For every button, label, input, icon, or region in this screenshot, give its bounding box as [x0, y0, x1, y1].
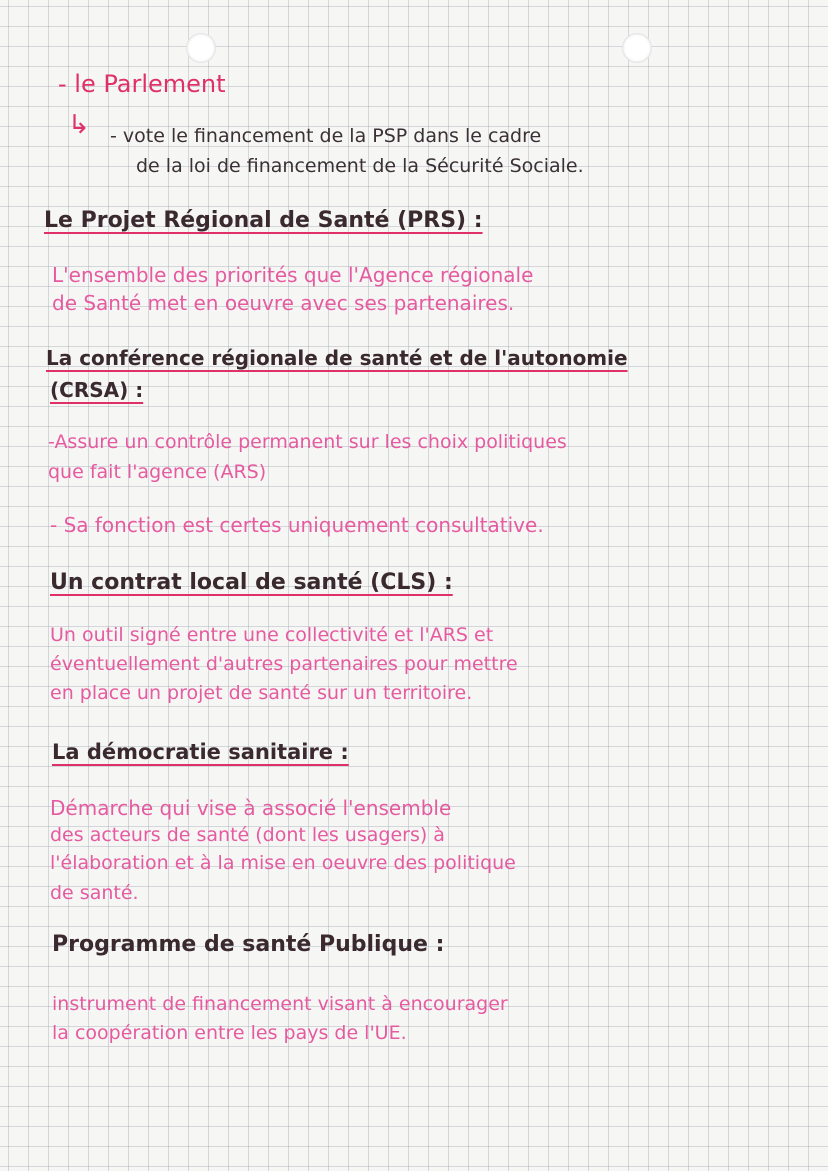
crsa-heading: La conférence régionale de santé et de l'autonomie [46, 346, 628, 370]
crsa-line-2: que fait l'agence (ARS) [48, 461, 267, 483]
arrow-icon: ↳ [68, 110, 90, 140]
democratie-heading: La démocratie sanitaire : [52, 740, 349, 764]
parlement-title-text: le Parlement [74, 70, 226, 98]
crsa-heading-2: (CRSA) : [50, 378, 144, 402]
prs-heading: Le Projet Régional de Santé (PRS) : [44, 208, 483, 233]
crsa-line-1: -Assure un contrôle permanent sur les choix politiques [48, 431, 567, 453]
punch-hole [622, 33, 652, 63]
cls-line-2: éventuellement d'autres partenaires pour mettre [50, 653, 518, 675]
bullet-dash: - [58, 70, 75, 98]
parlement-line-2: de la loi de financement de la Sécurité Sociale. [136, 155, 584, 177]
prs-line-2: de Santé met en oeuvre avec ses partenaires. [52, 291, 515, 315]
democratie-line-1: Démarche qui vise à associé l'ensemble [50, 796, 452, 820]
programme-heading: Programme de santé Publique : [52, 932, 445, 957]
democratie-line-2: des acteurs de santé (dont les usagers) à [50, 824, 445, 846]
crsa-line-3: - Sa fonction est certes uniquement consultative. [50, 513, 544, 537]
cls-line-1: Un outil signé entre une collectivité et l'ARS et [50, 624, 494, 646]
parlement-line-1: - vote le financement de la PSP dans le cadre [110, 125, 542, 147]
parlement-title [58, 72, 226, 96]
programme-line-1: instrument de financement visant à encourager [52, 993, 508, 1015]
cls-line-3: en place un projet de santé sur un territoire. [50, 682, 473, 704]
programme-line-2: la coopération entre les pays de l'UE. [52, 1022, 407, 1044]
punch-hole [186, 33, 216, 63]
prs-line-1: L'ensemble des priorités que l'Agence régionale [52, 263, 534, 287]
democratie-line-3: l'élaboration et à la mise en oeuvre des politique [50, 852, 516, 874]
cls-heading: Un contrat local de santé (CLS) : [50, 570, 453, 595]
democratie-line-4: de santé. [50, 882, 139, 904]
